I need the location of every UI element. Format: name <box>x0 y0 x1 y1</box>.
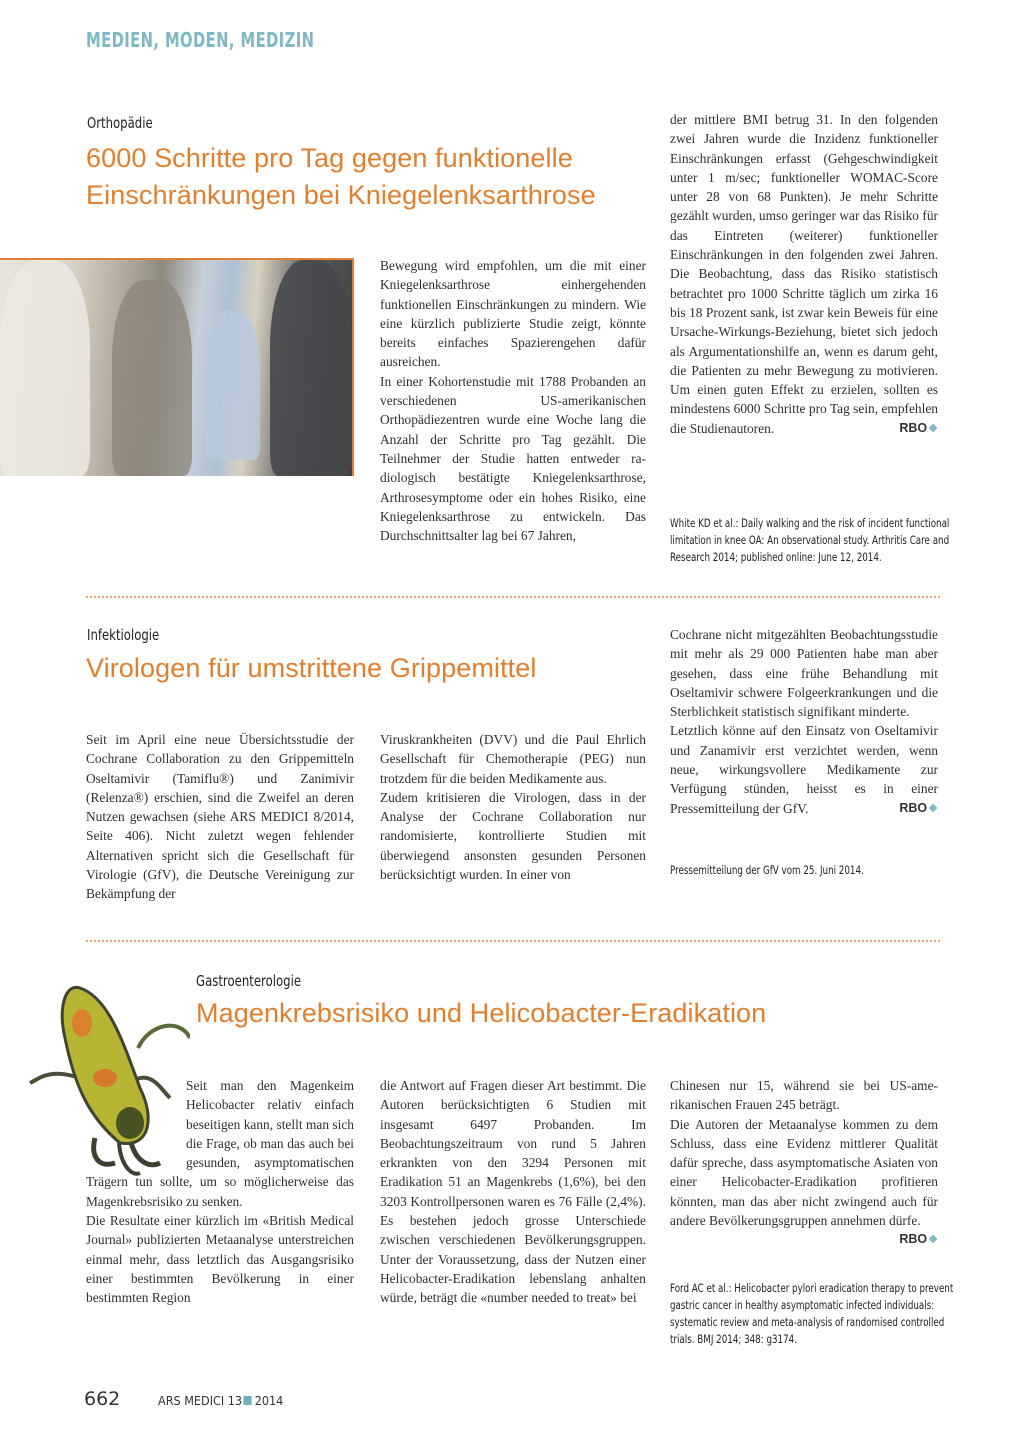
image-wrap-spacer <box>86 1076 186 1172</box>
magazine-issue <box>158 1393 283 1408</box>
diamond-icon: ❖ <box>928 802 938 815</box>
headline-line: Virologen für umstrittene Grippemittel <box>86 653 537 683</box>
paragraph: der mittlere BMI betrug 31. In den folgenden zwei Jahren wurde die Inzidenz funktioneller Einschränkungen erfasst (Gehgeschwindigkeit unter 1 m/sec; funktioneller WOMAC-Score unter 28 von 68 Punkten). Je mehr Schritte gezählt wurden, umso geringer war das Risiko für das Eintreten (weiterer) funktioneller Einschränkungen in den folgenden zwei Jahren. Die Beobachtung, dass das Risiko statistisch betrachtet pro 1000 Schritte täglich um zirka 16 bis 18 Prozent sank, ist zwar kein Beweis für eine Ursache-Wirkungs-Beziehung, bietet sich jedoch als Argumentationshilfe an, wenn es darum geht, die Patienten zu mehr Bewegung zu motivieren. Um einen guten Effekt zu erzielen, sollten es mindestens 6000 Schritte pro Tag sein, empfehlen die Studienautoren. <box>670 112 938 436</box>
article-kicker: Orthopädie <box>87 114 153 132</box>
article-column-2 <box>670 110 938 439</box>
article-column-1 <box>380 256 646 545</box>
article-headline <box>196 995 766 1032</box>
reference-citation: Ford AC et al.: Helicobacter pylori eradication therapy to prevent gastric cancer in healthy asymptomatic infected individuals: systematic review and meta-analysis of randomised controlled trials. BMJ 2014; 348: g3174. <box>670 1282 954 1346</box>
article-column-3 <box>670 625 938 819</box>
author-signature: RBO❖ <box>899 1232 938 1247</box>
article-kicker: Infektiologie <box>87 626 160 644</box>
magazine-name: ARS MEDICI 13 <box>158 1393 243 1408</box>
issue-year: 2014 <box>254 1393 284 1408</box>
author-signature: RBO❖ <box>899 420 938 435</box>
paragraph: die Antwort auf Fragen dieser Art bestimmt. Die Autoren berücksichtigten 6 Studien mit insgesamt 6497 Probanden. Im Beobachtungszeitraum von rund 5 Jahren erkrankten von den 3294 Personen mit Eradikation 51 an Magenkrebs (1,6%), bei den 3203 Kontrollpersonen waren es 76 Fälle (2,4%). Es bestehen jedoch grosse Unterschiede zwischen verschiedenen Bevölkerungsgruppen. Unter der Voraussetzung, dass der Nutzen einer Helicobacter-Eradikation lebenslang anhalten würde, beträgt die «number needed to treat» bei <box>380 1078 646 1306</box>
article-headline <box>86 650 537 687</box>
section-divider <box>86 940 940 942</box>
headline-line: 6000 Schritte pro Tag gegen funktionelle <box>86 143 573 173</box>
article-column-3 <box>670 1076 938 1251</box>
article-headline <box>86 140 596 214</box>
headline-line: Magenkrebsrisiko und Helicobacter-Eradikation <box>196 998 767 1028</box>
paragraph: Letztlich könne auf den Einsatz von Oseltamivir und Zanamivir erst verzichtet werden, wenn neue, wirkungsvollere Medikamente zur Verfügung stünden, heisst es in einer Pressemitteilung der GfV. <box>670 723 938 816</box>
article-column-1 <box>86 1076 354 1308</box>
article-column-1 <box>86 730 354 904</box>
paragraph: Chinesen nur 15, während sie bei US-amerikanischen Frauen 245 beträgt. <box>670 1078 938 1113</box>
paragraph: In einer Kohortenstudie mit 1788 Probanden an verschiedenen US-amerikanischen Orthopädiezentren wurde eine Woche lang die Anzahl der Schritte pro Tag gezählt. Die Teilnehmer der Studie hatten entweder radiologisch bestätigte Kniegelenksarthrose, Arthrosesymptome oder ein hohes Risiko, eine Kniegelenksarthrose zu entwickeln. Das Durchschnittsalter lag bei 67 Jahren, <box>380 373 646 544</box>
paragraph: Die Autoren der Metaanalyse kommen zu dem Schluss, dass eine Evidenz mittlerer Qualität dafür spreche, dass asymptomatische Asiaten von einer Helicobacter-Eradikation profitieren könnten, man das aber nicht zwingend auch für andere Bevölkerungsgruppen annehmen dürfe. <box>670 1116 938 1229</box>
author-signature: RBO❖ <box>899 800 938 815</box>
paragraph: Seit im April eine neue Übersichtsstudie der Cochrane Collaboration zu den Grippemitteln Oseltamivir (Tamiflu®) und Zanimivir (Relenza®) erschien, sind die Zweifel an deren Nutzen gewachsen (siehe ARS MEDICI 8/2014, Seite 406). Nicht zuletzt wegen fehlender Alternativen spricht sich die Gesellschaft für Virologie (GfV), die Deutsche Vereinigung zur Bekämpfung der <box>86 732 354 902</box>
paragraph: Die Resultate einer kürzlich im «British Medical Journal» publizierten Metaanalyse unterstreichen einmal mehr, dass letztlich das Ausgangsrisiko einer bestimmten Bevölkerung in einer bestimmten Region <box>86 1213 354 1306</box>
headline-line: Einschränkungen bei Kniegelenksarthrose <box>86 180 596 210</box>
page-number: 662 <box>84 1388 121 1410</box>
reference-citation: White KD et al.: Daily walking and the risk of incident functional limitation in knee OA: An observational study. Arthritis Care and Research 2014; published online: June 12, 2014. <box>670 517 950 564</box>
diamond-icon: ❖ <box>928 1234 938 1247</box>
reference-citation: Pressemitteilung der GfV vom 25. Juni 2014. <box>670 864 864 877</box>
paragraph: Cochrane nicht mitgezählten Beobachtungsstudie mit mehr als 29 000 Patienten habe man aber gesehen, dass eine frühe Behandlung mit Oseltamivir schwere Folgeerkrankungen und die Sterblichkeit statistisch signifikant minderte. <box>670 627 938 720</box>
paragraph: Bewegung wird empfohlen, um die mit einer Kniegelenksarthrose einhergehenden funktionellen Einschränkungen zu mindern. Wie eine kürzlich publizierte Studie zeigt, könnte bereits einfaches Spazierengehen dafür ausreichen. <box>380 258 646 370</box>
walking-people-photo <box>0 258 354 476</box>
section-divider <box>86 596 940 598</box>
diamond-icon: ❖ <box>928 422 938 435</box>
section-header: MEDIEN, MODEN, MEDIZIN <box>86 28 315 52</box>
square-separator-icon <box>244 1396 252 1405</box>
paragraph: Seit man den Magenkeim Helicobacter relativ einfach beseitigen kann, stellt man sich die Frage, ob man das auch bei gesunden, asymptomatischen Trägern tun sollte, um so möglicherweise das Magenkrebsrisiko zu senken. <box>86 1078 354 1209</box>
article-kicker: Gastroenterologie <box>196 972 302 990</box>
article-column-2 <box>380 730 646 884</box>
paragraph: Zudem kritisieren die Virologen, dass in der Analyse der Cochrane Collaboration nur randomisierte, kontrollierte Studien mit überwiegend ansonsten gesunden Personen berücksichtigt wurden. In einer von <box>380 789 646 883</box>
article-column-2 <box>380 1076 646 1308</box>
paragraph: Viruskrankheiten (DVV) und die Paul Ehrlich Gesellschaft für Chemotherapie (PEG) nun trotzdem für die beiden Medikamente aus. <box>380 732 646 786</box>
